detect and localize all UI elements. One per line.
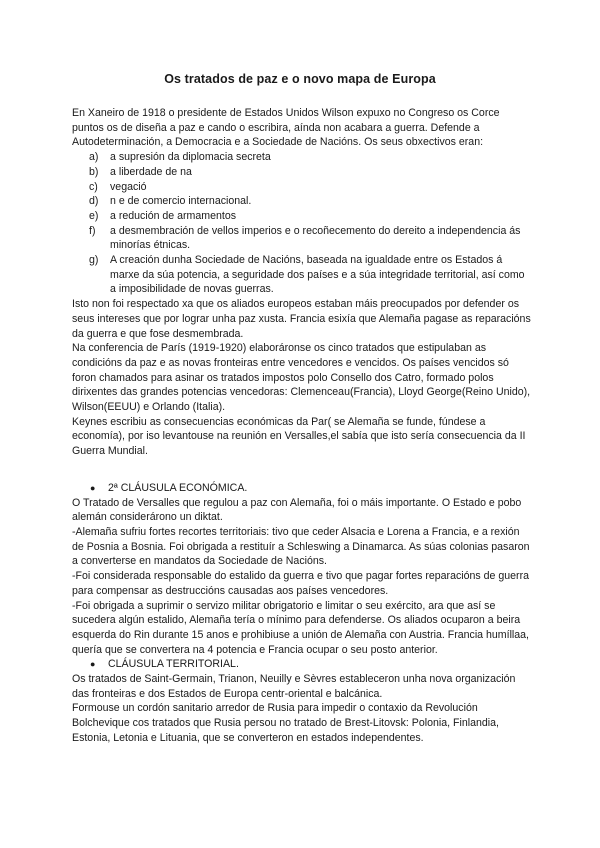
list-marker: c): [89, 180, 98, 193]
list-item-text: n e de comercio internacional.: [110, 195, 252, 208]
territorial-paragraph: Os tratados de Saint-Germain, Trianon, Neuilly e Sèvres estableceron unha nova organización das fronteiras e dos Estados de Europa centr-oriental e balcánica.: [72, 673, 516, 700]
list-item-text: A creación dunha Sociedade de Nacións, baseada na igualdade entre os Estados á marxe da súa potencia, a seguridade dos países e a súa integridade territorial, así como a imposibilidade de novas guerras.: [110, 254, 525, 296]
document-body: [72, 106, 532, 746]
list-item: [72, 253, 532, 297]
list-item: [72, 209, 532, 224]
territorial-section-heading: [72, 657, 532, 672]
list-item: [72, 150, 532, 165]
territorial-paragraph: Formouse un cordón sanitario arredor de Rusia para impedir o contaxio da Revolución Bolchevique cos tratados que Rusia persou no tratado de Brest-Litovsk: Polonia, Finlandia, Estonia, Letonia e Lituania, que se converteron en estados independentes.: [72, 702, 499, 744]
section-heading-text: CLÁUSULA TERRITORIAL.: [108, 658, 239, 671]
list-item-text: a desmembración de vellos imperios e o recoñecemento do dereito a independencia ás minorías étnicas.: [110, 224, 521, 252]
economic-section-heading: [72, 481, 532, 496]
economic-paragraph: -Alemaña sufriu fortes recortes territoriais: tivo que ceder Alsacia e Lorena a Francia, e a rexión de Posnia a Bosnia. Foi obrigada a restituír a Schleswing a Dinamarca. As súas colonias pasaron a converterse en mandatos da Sociedade de Nacións.: [72, 525, 530, 568]
objectives-list: [72, 150, 532, 297]
keynes-paragraph: Keynes escribiu as consecuencias económicas da Par( se Alemaña se funde, fúndese a economía), por iso levantouse na reunión en Versalles,el sabía que isto sería consecuencia da II Guerra Mundial.: [72, 415, 526, 458]
document-title: Os tratados de paz e o novo mapa de Europa: [164, 72, 436, 86]
list-item-text: a liberdade de na: [110, 165, 192, 178]
section-spacer: [72, 459, 532, 481]
list-item: [72, 165, 532, 180]
list-item-text: vegació: [110, 180, 147, 193]
list-marker: f): [89, 224, 96, 237]
intro-paragraph: En Xaneiro de 1918 o presidente de Estados Unidos Wilson expuxo no Congreso os Corce puntos os de diseña a paz e cando o escribira, aínda non acabara a guerra. Defende a Autodeterminación, a Democracia e a Sociedade de Nacións. Os seus obxectivos eran:: [72, 107, 500, 149]
list-marker: a): [89, 151, 99, 164]
after-list-paragraph: Isto non foi respectado xa que os aliados europeos estaban máis preocupados por defender os seus intereses que por lograr unha paz xusta. Francia esixía que Alemaña pagase as reparacións da guerra e que fose desmembrada.: [72, 298, 531, 340]
list-marker: b): [89, 165, 99, 178]
section-heading-text: 2ª CLÁUSULA ECONÓMICA.: [108, 481, 248, 494]
bullet-icon: ●: [90, 482, 96, 493]
paris-conference-paragraph: Na conferencia de París (1919-1920) elaboráronse os cinco tratados que estipulaban as condicións da paz e as novas fronteiras entre vencedores e vencidos. Os países vencidos só foron chamados para asinar os tratados impostos polo Consello dos Catro, formado polos dirixentes das grandes potencias vencedoras: Clemenceau(Francia), Lloyd George(Reino Unido), Wilson(EEUU) e Orlando (Italia).: [72, 342, 531, 414]
economic-paragraph: -Foi considerada responsable do estalido da guerra e tivo que pagar fortes reparacións de guerra para compensar as destruccións causadas aos países vencedores.: [72, 570, 529, 597]
economic-paragraph: O Tratado de Versalles que regulou a paz con Alemaña, foi o máis importante. O Estado e pobo alemán consideráronо un diktat.: [72, 496, 522, 524]
list-marker: d): [89, 195, 99, 208]
list-item-text: a redución de armamentos: [110, 209, 237, 222]
list-marker: e): [89, 209, 99, 222]
list-item-text: a supresión da diplomacia secreta: [110, 151, 271, 164]
list-item: [72, 180, 532, 195]
list-item: [72, 224, 532, 253]
economic-paragraph: -Foi obrigada a suprimir o servizo militar obrigatorio e limitar o seu exército, ara que así se sucedera algún estalido, Alemaña tería o mínimo para defenderse. Os aliados ocuparon a beira esquerda do Rin durante 15 anos e prohibiuse a unión de Alemaña con Austria. Francia humíllaa, quería que se convertera na 4 potencia e Francia ocupar o seu posto anterior.: [72, 599, 530, 656]
bullet-icon: ●: [90, 659, 96, 670]
list-marker: g): [89, 254, 99, 267]
list-item: [72, 194, 532, 209]
